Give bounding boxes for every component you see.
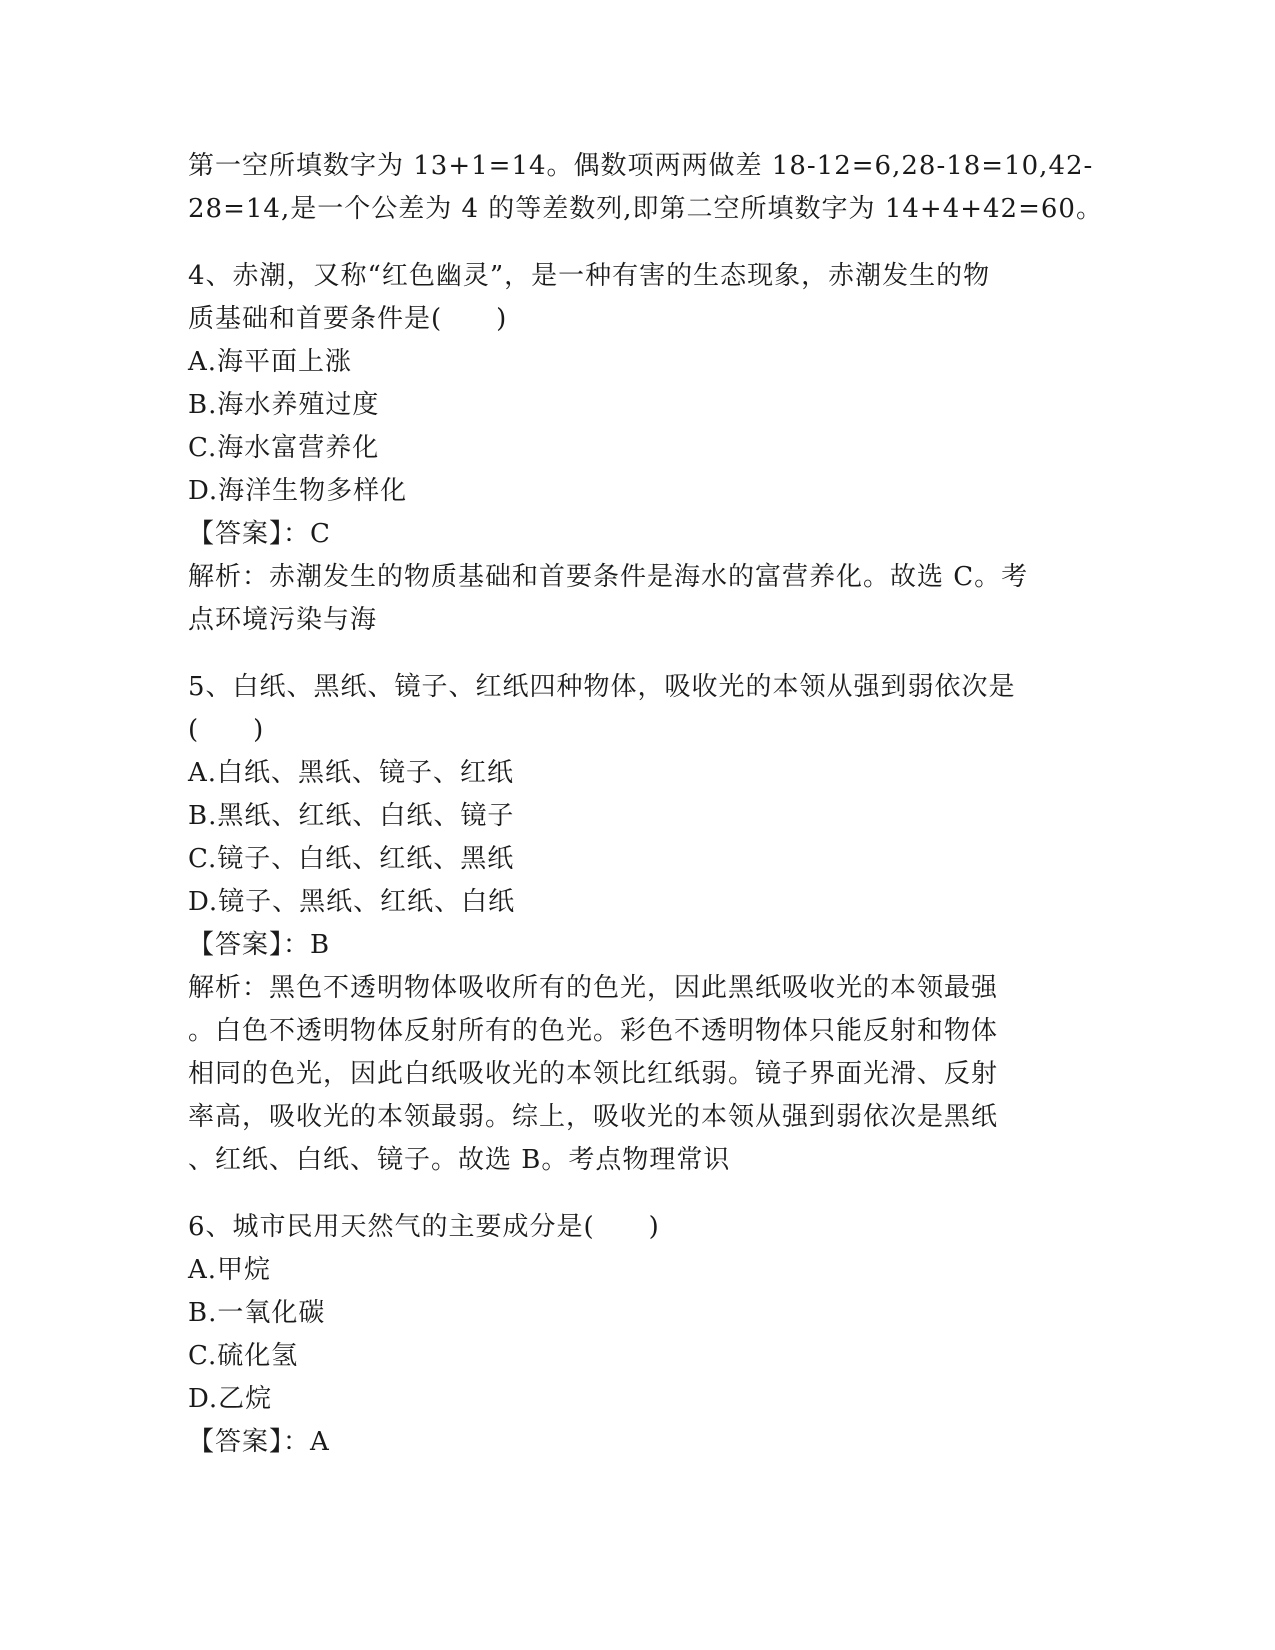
option-a: A.海平面上涨 bbox=[188, 347, 353, 377]
option-b: B.海水养殖过度 bbox=[188, 390, 380, 420]
option-c: C.海水富营养化 bbox=[188, 433, 380, 463]
option-d: D.镜子、黑纸、红纸、白纸 bbox=[188, 887, 516, 917]
document-page bbox=[188, 145, 1103, 1464]
explanation: 率高，吸收光的本领最弱。综上，吸收光的本领从强到弱依次是黑纸 bbox=[188, 1102, 999, 1132]
previous-explanation bbox=[188, 145, 1103, 231]
answer: 【答案】：A bbox=[188, 1427, 330, 1457]
text-line: 28=14,是一个公差为 4 的等差数列,即第二空所填数字为 14+4+42=60。 bbox=[188, 194, 1103, 224]
explanation: 、红纸、白纸、镜子。故选 B。考点物理常识 bbox=[188, 1145, 731, 1175]
explanation: 。白色不透明物体反射所有的色光。彩色不透明物体只能反射和物体 bbox=[188, 1016, 999, 1046]
option-b: B.一氧化碳 bbox=[188, 1298, 326, 1328]
question-4 bbox=[188, 255, 1088, 642]
option-d: D.乙烷 bbox=[188, 1384, 273, 1414]
question-stem: 6、城市民用天然气的主要成分是( ) bbox=[188, 1212, 660, 1242]
option-c: C.硫化氢 bbox=[188, 1341, 299, 1371]
text-line: 第一空所填数字为 13+1=14。偶数项两两做差 18-12=6,28-18=10,42- bbox=[188, 151, 1094, 181]
option-a: A.甲烷 bbox=[188, 1255, 272, 1285]
question-stem: 5、白纸、黑纸、镜子、红纸四种物体，吸收光的本领从强到弱依次是 bbox=[188, 672, 1016, 702]
explanation: 点环境污染与海 bbox=[188, 605, 378, 635]
question-stem: 质基础和首要条件是( ) bbox=[188, 304, 508, 334]
explanation: 解析：黑色不透明物体吸收所有的色光，因此黑纸吸收光的本领最强 bbox=[188, 973, 999, 1003]
question-stem: ( ) bbox=[188, 715, 265, 745]
option-c: C.镜子、白纸、红纸、黑纸 bbox=[188, 844, 515, 874]
option-a: A.白纸、黑纸、镜子、红纸 bbox=[188, 758, 515, 788]
question-stem: 4、赤潮，又称“红色幽灵”，是一种有害的生态现象，赤潮发生的物 bbox=[188, 261, 991, 291]
option-d: D.海洋生物多样化 bbox=[188, 476, 408, 506]
explanation: 解析：赤潮发生的物质基础和首要条件是海水的富营养化。故选 C。考 bbox=[188, 562, 1029, 592]
answer: 【答案】：B bbox=[188, 930, 331, 960]
question-5 bbox=[188, 666, 1088, 1182]
question-6 bbox=[188, 1206, 1088, 1464]
option-b: B.黑纸、红纸、白纸、镜子 bbox=[188, 801, 515, 831]
answer: 【答案】：C bbox=[188, 519, 331, 549]
explanation: 相同的色光，因此白纸吸收光的本领比红纸弱。镜子界面光滑、反射 bbox=[188, 1059, 999, 1089]
